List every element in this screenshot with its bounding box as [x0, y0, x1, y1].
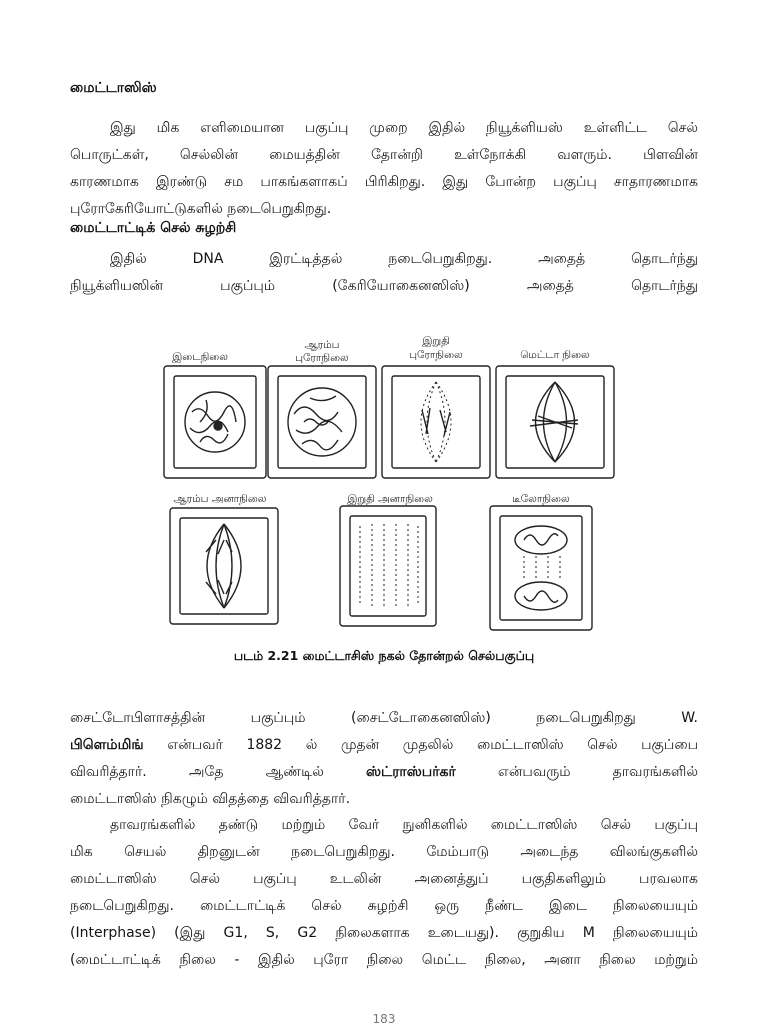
paragraph-line: [70, 759, 698, 786]
scientist-name-flemming: பிளெம்மிங்: [70, 737, 144, 753]
paragraph-line: புரோகேரியோட்டுகளில் நடைபெறுகிறது.: [70, 201, 332, 217]
paragraph-line: காரணமாக இரண்டு சம பாகங்களாகப் பிரிகிறது. இது போன்ற பகுப்பு சாதாரணமாக: [70, 174, 698, 190]
stage-label-early-anaphase: ஆரம்ப அனாநிலை: [173, 493, 267, 505]
stage-label-telophase: டீலோநிலை: [512, 493, 570, 505]
stage-label-late-prophase-2: புரோநிலை: [409, 349, 463, 361]
paragraph-cell-cycle: [70, 246, 698, 300]
paragraph-line: இதில் DNA இரட்டித்தல் நடைபெறுகிறது. அதைத் தொடர்ந்து: [110, 251, 698, 267]
paragraph-mitosis-intro: [70, 115, 698, 223]
paragraph-text: என்பவர் 1882 ல் முதன் முதலில் மைட்டாஸிஸ் செல் பகுப்பை: [143, 737, 698, 753]
stage-label-late-anaphase: இறுதி அனாநிலை: [347, 493, 433, 505]
paragraph-text: விவரித்தார். அதே ஆண்டில்: [70, 764, 367, 780]
stage-label-early-prophase-2: புரோநிலை: [295, 352, 349, 364]
paragraph-line: பொருட்கள், செல்லின் மையத்தின் தோன்றி உள்நோக்கி வளரும். பிளவின்: [70, 147, 698, 163]
paragraph-line: [70, 732, 698, 759]
paragraph-line: சைட்டோபிளாசத்தின் பகுப்பும் (சைட்டோகைனஸிஸ்) நடைபெறுகிறது W.: [70, 710, 698, 726]
stage-label-early-prophase-1: ஆரம்ப: [304, 339, 340, 351]
mitosis-figure: [160, 330, 620, 650]
paragraph-line: மிக செயல் திறனுடன் நடைபெறுகிறது. மேம்பாடு அடைந்த விலங்குகளில்: [70, 844, 698, 860]
paragraph-line: தாவரங்களில் தண்டு மற்றும் வேர் நுனிகளில் மைட்டாஸிஸ் செல் பகுப்பு: [110, 817, 698, 833]
paragraph-line: நடைபெறுகிறது. மைட்டாட்டிக் செல் சுழற்சி ஒரு நீண்ட இடை நிலையையும்: [70, 898, 698, 914]
paragraph-line: (Interphase) (இது G1, S, G2 நிலைகளாக உடையது). குறுகிய M நிலையையும்: [70, 925, 698, 941]
paragraph-plants-animals: [70, 812, 698, 974]
paragraph-line: இது மிக எளிமையான பகுப்பு முறை இதில் நியூக்ளியஸ் உள்ளிட்ட செல்: [110, 120, 698, 136]
section-heading-cell-cycle: மைட்டாட்டிக் செல் சுழற்சி: [70, 220, 237, 236]
page-number: 183: [372, 1012, 396, 1026]
stage-label-metaphase: மெட்டா நிலை: [520, 349, 590, 361]
paragraph-line: (மைட்டாட்டிக் நிலை - இதில் புரோ நிலை மெட்ட நிலை, அனா நிலை மற்றும்: [70, 952, 698, 968]
paragraph-line: மைட்டாஸிஸ் நிகழும் விதத்தை விவரித்தார்.: [70, 791, 351, 807]
section-heading-mitosis: மைட்டாஸிஸ்: [70, 80, 157, 96]
paragraph-line: நியூக்ளியஸின் பகுப்பும் (கேரியோகைனஸிஸ்) அதைத் தொடர்ந்து: [70, 278, 698, 294]
paragraph-history: [70, 705, 698, 813]
figure-caption: படம் 2.21 மைட்டாசிஸ் நகல் தோன்றல் செல்பகுப்பு: [233, 648, 535, 663]
paragraph-line: மைட்டாஸிஸ் செல் பகுப்பு உடலின் அனைத்துப் பகுதிகளிலும் பரவலாக: [70, 871, 698, 887]
scientist-name-strasburger: ஸ்ட்ராஸ்பர்கர்: [366, 764, 456, 780]
mitosis-stages-illustration: [160, 330, 620, 650]
stage-label-interphase: இடைநிலை: [172, 351, 228, 363]
paragraph-text: என்பவரும் தாவரங்களில்: [455, 764, 698, 780]
stage-label-late-prophase-1: இறுதி: [422, 335, 450, 347]
